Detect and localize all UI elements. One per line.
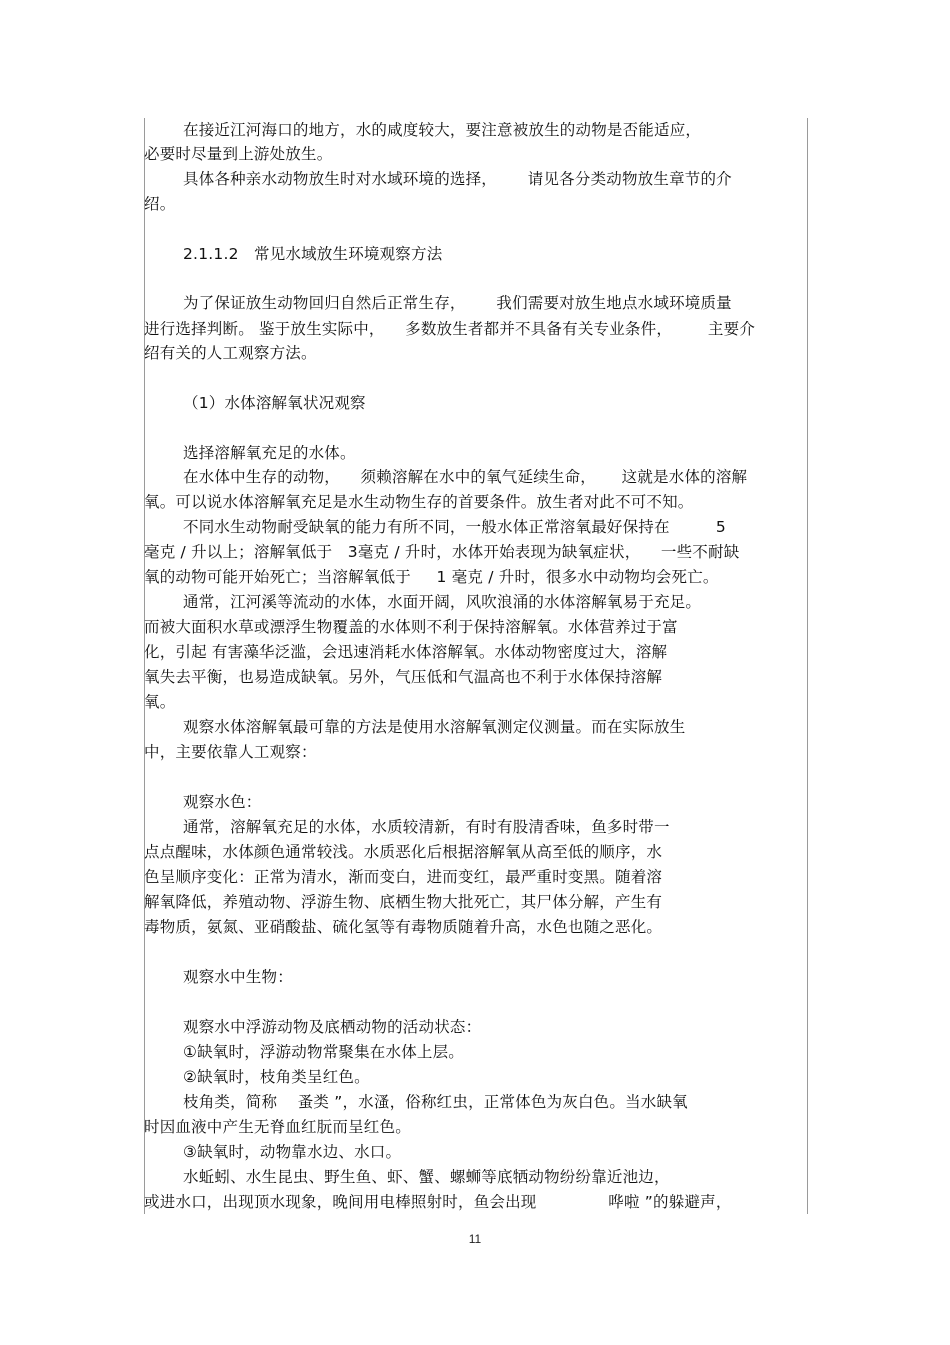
- text-line: 观察水中浮游动物及底栖动物的活动状态：: [183, 1018, 482, 1036]
- text-line: 观察水中生物：: [183, 968, 293, 986]
- text-line: 枝角类，简称 蚤类 ”，水溞，俗称红虫，正常体色为灰白色。当水缺氧: [183, 1093, 688, 1111]
- text-line: ②缺氧时，枝角类呈红色。: [183, 1068, 370, 1086]
- text-line: 化，引起 有害藻华泛滥，会迅速消耗水体溶解氧。水体动物密度过大，溶解: [144, 643, 668, 661]
- subsection-heading: （1）水体溶解氧状况观察: [183, 394, 366, 412]
- text-line: 时因血液中产生无脊血红朊而呈红色。: [144, 1118, 411, 1136]
- page-number: 11: [468, 1232, 482, 1246]
- text-line: 必要时尽量到上游处放生。: [144, 145, 333, 163]
- text-line: 观察水体溶解氧最可靠的方法是使用水溶解氧测定仪测量。而在实际放生: [183, 718, 686, 736]
- text-line: 解氧降低，养殖动物、浮游生物、底栖生物大批死亡，其尸体分解，产生有: [144, 893, 663, 911]
- text-line: 中，主要依靠人工观察：: [144, 743, 317, 761]
- text-line: 通常，江河溪等流动的水体，水面开阔，风吹浪涌的水体溶解氧易于充足。: [183, 593, 702, 611]
- text-line: 不同水生动物耐受缺氧的能力有所不同，一般水体正常溶氧最好保持在 5: [183, 518, 726, 536]
- text-line: 氧。: [144, 693, 176, 711]
- text-line: 色呈顺序变化：正常为清水，渐而变白，进而变红，最严重时变黑。随着溶: [144, 868, 663, 886]
- right-margin-rule: [807, 118, 808, 1214]
- text-line: 点点醒味，水体颜色通常较浅。水质恶化后根据溶解氧从高至低的顺序，水: [144, 843, 663, 861]
- text-line: 绍有关的人工观察方法。: [144, 344, 317, 362]
- text-line: 氧的动物可能开始死亡；当溶解氧低于 1 毫克 / 升时，很多水中动物均会死亡。: [144, 568, 719, 586]
- text-line: 氧失去平衡，也易造成缺氧。另外，气压低和气温高也不利于水体保持溶解: [144, 668, 663, 686]
- text-line: ③缺氧时，动物靠水边、水口。: [183, 1143, 402, 1161]
- text-line: 选择溶解氧充足的水体。: [183, 444, 356, 462]
- text-line: 具体各种亲水动物放生时对水域环境的选择， 请见各分类动物放生章节的介: [183, 170, 732, 188]
- text-line: 为了保证放生动物回归自然后正常生存， 我们需要对放生地点水域环境质量: [183, 294, 732, 312]
- text-line: 而被大面积水草或漂浮生物覆盖的水体则不利于保持溶解氧。水体营养过于富: [144, 618, 678, 636]
- text-line: ①缺氧时，浮游动物常聚集在水体上层。: [183, 1043, 464, 1061]
- text-line: 水蚯蚓、水生昆虫、野生鱼、虾、蟹、螺蛳等底牺动物纷纷靠近池边，: [183, 1168, 670, 1186]
- text-line: 进行选择判断。 鉴于放生实际中， 多数放生者都并不具备有关专业条件， 主要介: [144, 320, 756, 338]
- section-heading: 2.1.1.2 常见水域放生环境观察方法: [183, 245, 443, 263]
- text-line: 或进水口，出现顶水现象，晚间用电棒照射时，鱼会出现 哗啦 ”的躲避声，: [144, 1193, 732, 1211]
- text-line: 氧。可以说水体溶解氧充足是水生动物生存的首要条件。放生者对此不可不知。: [144, 493, 694, 511]
- text-line: 通常，溶解氧充足的水体，水质较清新，有时有股清香味，鱼多时带一: [183, 818, 670, 836]
- text-line: 绍。: [144, 195, 176, 213]
- text-line: 在接近江河海口的地方，水的咸度较大，要注意被放生的动物是否能适应，: [183, 121, 702, 139]
- text-line: 在水体中生存的动物， 须赖溶解在水中的氧气延续生命， 这就是水体的溶解: [183, 468, 748, 486]
- text-line: 毫克 / 升以上；溶解氧低于 3毫克 / 升时，水体开始表现为缺氧症状， 一些不耐缺: [144, 543, 740, 561]
- text-line: 观察水色：: [183, 793, 262, 811]
- text-line: 毒物质，氨氮、亚硝酸盐、硫化氢等有毒物质随着升高，水色也随之恶化。: [144, 918, 663, 936]
